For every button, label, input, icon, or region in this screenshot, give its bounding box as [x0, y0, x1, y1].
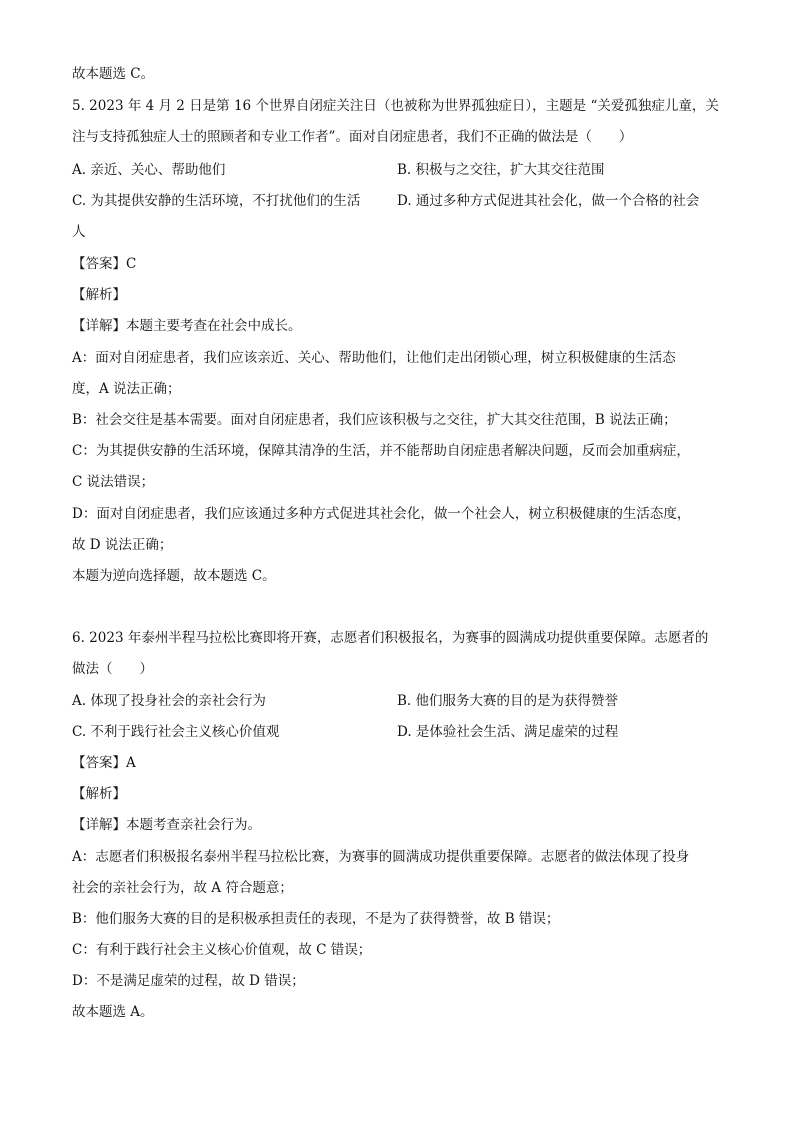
q5-analysis-label: 【解析】 [72, 287, 126, 303]
q5-conclusion: 本题为逆向选择题，故本题选 C。 [72, 568, 276, 584]
q5-option-c: C. 为其提供安静的生活环境，不打扰他们的生活 [72, 193, 361, 209]
q5-explain-c-line2: C 说法错误； [72, 474, 155, 490]
prev-conclusion: 故本题选 C。 [72, 66, 155, 82]
q6-conclusion: 故本题选 A。 [72, 1004, 154, 1020]
q5-stem-line2: 注与支持孤独症人士的照顾者和专业工作者”。面对自闭症患者，我们不正确的做法是（ ） [72, 129, 633, 145]
q6-detail: 【详解】本题考查亲社会行为。 [72, 817, 261, 833]
q5-option-b: B. 积极与之交往，扩大其交往范围 [397, 162, 605, 178]
q5-explain-a-line1: A：面对自闭症患者，我们应该亲近、关心、帮助他们，让他们走出闭锁心理，树立积极健康的生活态 [72, 350, 676, 366]
q6-option-d: D. 是体验社会生活、满足虚荣的过程 [397, 724, 619, 740]
q5-stem-line1: 5. 2023 年 4 月 2 日是第 16 个世界自闭症关注日（也被称为世界孤独症日），主题是 “关爱孤独症儿童，关 [72, 98, 719, 114]
q5-option-d: D. 通过多种方式促进其社会化，做一个合格的社会 [397, 193, 700, 209]
q5-answer: 【答案】C [72, 256, 137, 272]
q6-option-c: C. 不利于践行社会主义核心价值观 [72, 724, 280, 740]
q6-analysis-label: 【解析】 [72, 786, 126, 802]
q5-explain-a-line2: 度，A 说法正确； [72, 381, 181, 397]
q5-explain-d-line2: 故 D 说法正确； [72, 537, 173, 553]
q6-stem-line1: 6. 2023 年泰州半程马拉松比赛即将开赛，志愿者们积极报名，为赛事的圆满成功提供重要保障。志愿者的 [72, 630, 709, 646]
q5-explain-b: B：社会交往是基本需要。面对自闭症患者，我们应该积极与之交往，扩大其交往范围，B 说法正确； [72, 412, 677, 428]
q6-explain-a-line2: 社会的亲社会行为，故 A 符合题意； [72, 880, 293, 896]
q6-option-b: B. 他们服务大赛的目的是为获得赞誉 [397, 693, 619, 709]
q5-option-a: A. 亲近、关心、帮助他们 [72, 162, 226, 178]
q6-explain-d: D：不是满足虚荣的过程，故 D 错误； [72, 973, 305, 989]
q5-explain-c-line1: C：为其提供安静的生活环境，保障其清净的生活，并不能帮助自闭症患者解决问题，反而会加重病症， [72, 443, 690, 459]
q6-answer: 【答案】A [72, 755, 136, 771]
q6-option-a: A. 体现了投身社会的亲社会行为 [72, 693, 266, 709]
q6-explain-c: C：有利于践行社会主义核心价值观，故 C 错误； [72, 942, 372, 958]
q6-stem-line2: 做法（ ） [72, 661, 153, 677]
q5-option-c-wrap: 人 [72, 224, 86, 240]
q6-explain-b: B：他们服务大赛的目的是积极承担责任的表现，不是为了获得赞誉，故 B 错误； [72, 911, 560, 927]
q5-explain-d-line1: D：面对自闭症患者，我们应该通过多种方式促进其社会化，做一个社会人，树立积极健康的生活态度， [72, 506, 691, 522]
q6-explain-a-line1: A：志愿者们积极报名泰州半程马拉松比赛，为赛事的圆满成功提供重要保障。志愿者的做法体现了投身 [72, 849, 690, 865]
q5-detail: 【详解】本题主要考查在社会中成长。 [72, 318, 302, 334]
